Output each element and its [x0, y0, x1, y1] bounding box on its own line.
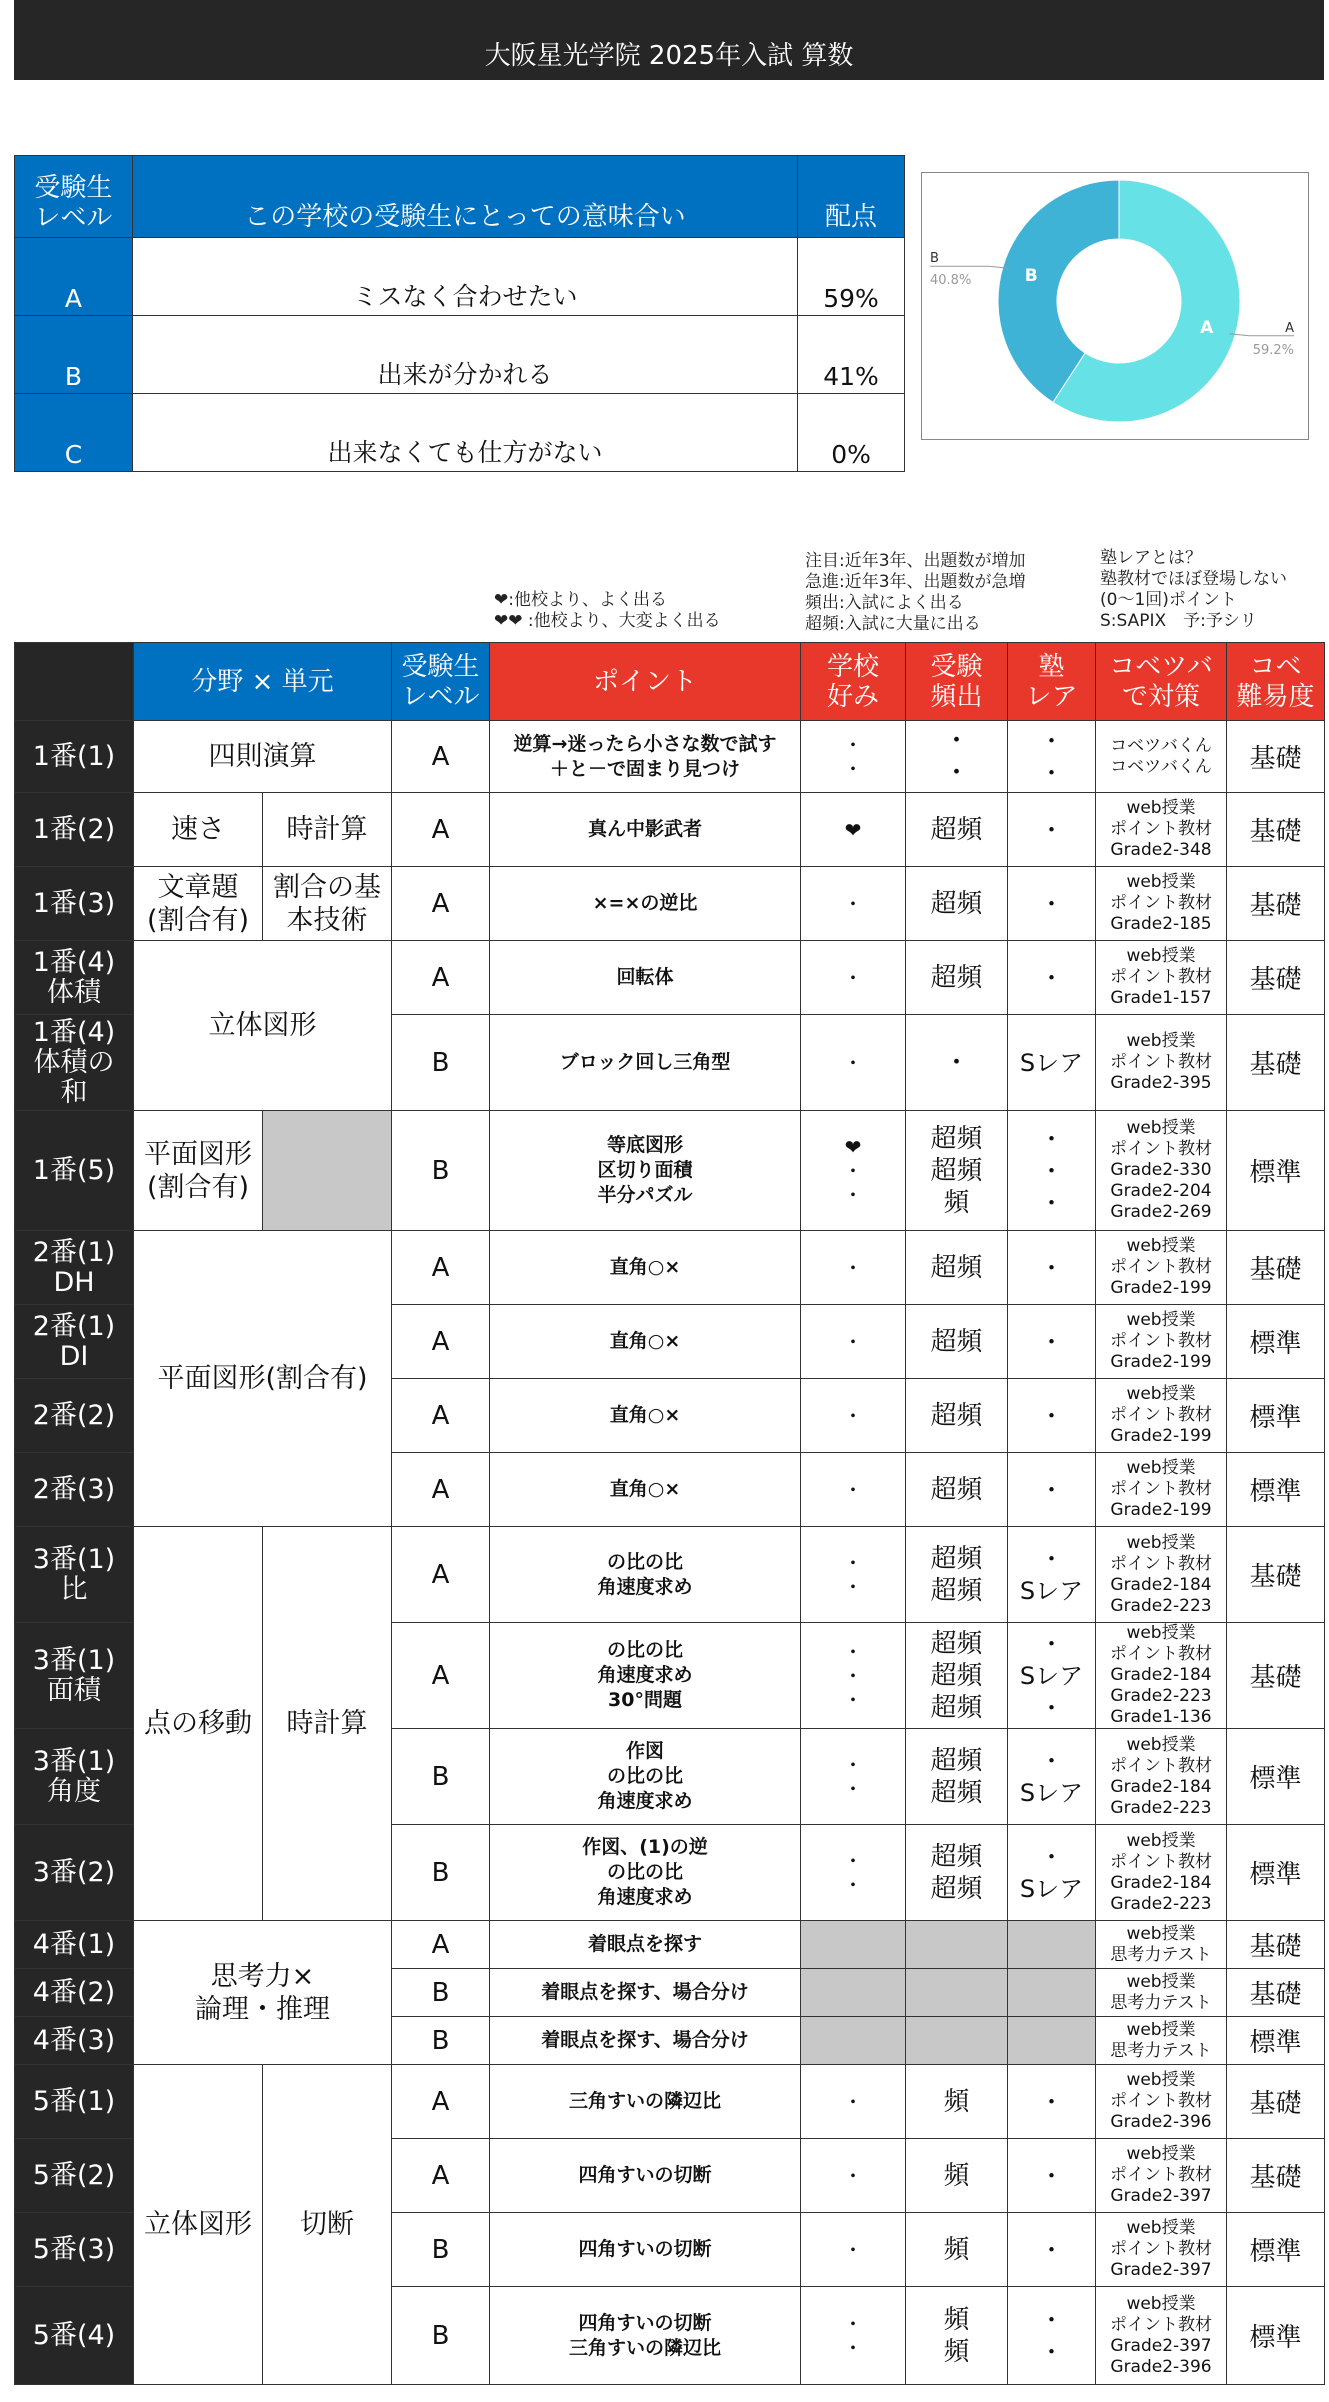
donut-callout-value: 59.2% — [1252, 342, 1294, 358]
school-preference: ・ ・ — [801, 1729, 906, 1825]
juku-rare — [1008, 1921, 1096, 1969]
school-preference: ・ — [801, 2213, 906, 2287]
question-number: 1番(1) — [15, 721, 134, 793]
exam-frequency: ・ — [906, 1015, 1008, 1111]
juku-rare: ・ — [1008, 2213, 1096, 2287]
juku-rare: ・ — [1008, 867, 1096, 941]
juku-rare: ・ — [1008, 1231, 1096, 1305]
field-name: 文章題 (割合有) — [134, 867, 263, 941]
student-level: B — [392, 1969, 490, 2017]
rare-legend: 塾レアとは？ 塾教材でほぼ登場しない (0～1回)ポイント S:SAPIX 予:予シリ — [1100, 548, 1287, 631]
student-level: A — [392, 867, 490, 941]
juku-rare — [1008, 1969, 1096, 2017]
question-number: 1番(4) 体積 — [15, 941, 134, 1015]
field-name: 平面図形 (割合有) — [134, 1111, 263, 1231]
question-number: 2番(3) — [15, 1453, 134, 1527]
exam-frequency — [906, 2017, 1008, 2065]
student-level: A — [392, 1305, 490, 1379]
donut-callout-label: B — [930, 251, 939, 267]
level-percent: 41% — [798, 316, 905, 394]
juku-rare-header: 塾 レア — [1008, 643, 1096, 721]
juku-rare: ・ — [1008, 1305, 1096, 1379]
school-preference: ・ ・ ・ — [801, 1623, 906, 1729]
kobetsuba-resource: web授業 ポイント教材 Grade2-199 — [1096, 1453, 1227, 1527]
point: 四角すいの切断 三角すいの隣辺比 — [490, 2287, 801, 2385]
question-number: 1番(5) — [15, 1111, 134, 1231]
difficulty: 標準 — [1227, 1729, 1325, 1825]
question-number: 3番(1) 面積 — [15, 1623, 134, 1729]
table-row — [15, 793, 1325, 867]
kobetsuba-resource: web授業 ポイント教材 Grade2-184 Grade2-223 — [1096, 1527, 1227, 1623]
school-preference — [801, 2017, 906, 2065]
kobetsuba-resource: web授業 ポイント教材 Grade2-185 — [1096, 867, 1227, 941]
difficulty: 基礎 — [1227, 1623, 1325, 1729]
table-row — [15, 721, 1325, 793]
field-name: 立体図形 — [134, 2065, 263, 2385]
exam-frequency: 超頻 超頻 超頻 — [906, 1623, 1008, 1729]
point: 直角○× — [490, 1453, 801, 1527]
difficulty: 基礎 — [1227, 1527, 1325, 1623]
field-header: 分野 × 単元 — [134, 643, 392, 721]
student-level: A — [392, 1231, 490, 1305]
juku-rare — [1008, 2017, 1096, 2065]
school-preference: ・ — [801, 1453, 906, 1527]
table-row — [15, 1527, 1325, 1623]
kobetsuba-resource: web授業 ポイント教材 Grade2-395 — [1096, 1015, 1227, 1111]
kobetsuba-resource: web授業 ポイント教材 Grade2-397 — [1096, 2213, 1227, 2287]
table-row — [15, 941, 1325, 1015]
kobetsuba-resource: web授業 ポイント教材 Grade2-199 — [1096, 1305, 1227, 1379]
difficulty: 基礎 — [1227, 721, 1325, 793]
school-preference: ・ — [801, 1015, 906, 1111]
point: の比の比 角速度求め 30°問題 — [490, 1623, 801, 1729]
school-preference: ・ — [801, 1379, 906, 1453]
juku-rare: ・ — [1008, 1379, 1096, 1453]
student-level: A — [392, 1623, 490, 1729]
difficulty: 標準 — [1227, 1825, 1325, 1921]
student-level: A — [392, 2139, 490, 2213]
school-preference: ❤ — [801, 793, 906, 867]
point: 直角○× — [490, 1379, 801, 1453]
exam-frequency: 頻 — [906, 2065, 1008, 2139]
field-unit: 四則演算 — [134, 721, 392, 793]
school-preference: ・ — [801, 1305, 906, 1379]
field-unit: 平面図形(割合有) — [134, 1231, 392, 1527]
student-level: A — [392, 2065, 490, 2139]
point: 直角○× — [490, 1231, 801, 1305]
exam-frequency — [906, 1921, 1008, 1969]
kobetsuba-resource: web授業 思考力テスト — [1096, 1969, 1227, 2017]
difficulty: 標準 — [1227, 2213, 1325, 2287]
school-preference: ・ — [801, 2139, 906, 2213]
level-header: 受験生 レベル — [15, 156, 133, 238]
question-number: 2番(1) DI — [15, 1305, 134, 1379]
difficulty: 標準 — [1227, 2287, 1325, 2385]
level-meaning: ミスなく合わせたい — [132, 238, 797, 316]
unit-empty — [263, 1111, 392, 1231]
school-preference: ・ ・ — [801, 721, 906, 793]
points-header: 配点 — [798, 156, 905, 238]
unit-name: 割合の基 本技術 — [263, 867, 392, 941]
kobetsuba-resource: web授業 ポイント教材 Grade1-157 — [1096, 941, 1227, 1015]
point-header: ポイント — [490, 643, 801, 721]
donut-callout-value: 40.8% — [930, 273, 972, 289]
school-preference — [801, 1921, 906, 1969]
exam-frequency: 頻 頻 — [906, 2287, 1008, 2385]
donut-callout-label: A — [1285, 320, 1294, 336]
difficulty: 標準 — [1227, 1379, 1325, 1453]
table-row — [15, 867, 1325, 941]
exam-frequency: 超頻 — [906, 867, 1008, 941]
student-level: B — [392, 2213, 490, 2287]
point: 直角○× — [490, 1305, 801, 1379]
page-title-bar — [14, 0, 1324, 80]
point: 着眼点を探す — [490, 1921, 801, 1969]
question-number: 5番(2) — [15, 2139, 134, 2213]
level-percent: 59% — [798, 238, 905, 316]
point: ×=×の逆比 — [490, 867, 801, 941]
level-code: C — [15, 394, 133, 472]
juku-rare: ・ — [1008, 941, 1096, 1015]
student-level: A — [392, 1921, 490, 1969]
kobetsuba-resource: web授業 ポイント教材 Grade2-199 — [1096, 1231, 1227, 1305]
exam-frequency — [906, 1969, 1008, 2017]
juku-rare: ・ Sレア — [1008, 1825, 1096, 1921]
kobetsuba-resource: コベツバくん コベツバくん — [1096, 721, 1227, 793]
exam-frequency: 超頻 — [906, 1379, 1008, 1453]
table-row — [15, 1111, 1325, 1231]
school-preference: ・ — [801, 867, 906, 941]
juku-rare: ・ ・ — [1008, 2287, 1096, 2385]
question-number: 5番(4) — [15, 2287, 134, 2385]
field-name: 速さ — [134, 793, 263, 867]
student-level: A — [392, 1527, 490, 1623]
school-preference: ・ — [801, 2065, 906, 2139]
point: 四角すいの切断 — [490, 2213, 801, 2287]
school-preference: ・ — [801, 941, 906, 1015]
exam-frequency: ・ ・ — [906, 721, 1008, 793]
donut-slice-label: B — [1024, 265, 1038, 286]
juku-rare: ・ — [1008, 793, 1096, 867]
juku-rare: ・ Sレア ・ — [1008, 1623, 1096, 1729]
point: 三角すいの隣辺比 — [490, 2065, 801, 2139]
point: 着眼点を探す、場合分け — [490, 1969, 801, 2017]
number-header — [15, 643, 134, 721]
exam-frequency: 超頻 — [906, 1305, 1008, 1379]
point: 作図 の比の比 角速度求め — [490, 1729, 801, 1825]
kobetsuba-resource: web授業 ポイント教材 Grade2-348 — [1096, 793, 1227, 867]
difficulty: 基礎 — [1227, 867, 1325, 941]
page-title: 大阪星光学院 2025年入試 算数 — [484, 41, 854, 71]
field-unit: 立体図形 — [134, 941, 392, 1111]
school-preference: ・ ・ — [801, 2287, 906, 2385]
question-analysis-table — [14, 642, 1325, 2385]
field-unit: 思考力× 論理・推理 — [134, 1921, 392, 2065]
student-level: B — [392, 2287, 490, 2385]
exam-frequency: 頻 — [906, 2213, 1008, 2287]
donut-callout-line — [930, 266, 1009, 268]
unit-name: 時計算 — [263, 793, 392, 867]
level-percent: 0% — [798, 394, 905, 472]
level-meaning: 出来が分かれる — [132, 316, 797, 394]
exam-frequency: 頻 — [906, 2139, 1008, 2213]
unit-name: 時計算 — [263, 1527, 392, 1921]
level-header: 受験生 レベル — [392, 643, 490, 721]
difficulty-header: コベ 難易度 — [1227, 643, 1325, 721]
donut-slice-label: A — [1200, 318, 1214, 339]
student-level: B — [392, 1111, 490, 1231]
question-number: 1番(2) — [15, 793, 134, 867]
level-donut-chart — [921, 172, 1309, 440]
juku-rare: ・ — [1008, 2139, 1096, 2213]
difficulty: 基礎 — [1227, 2139, 1325, 2213]
kobetsuba-resource: web授業 ポイント教材 Grade2-184 Grade2-223 — [1096, 1825, 1227, 1921]
exam-frequency: 超頻 超頻 頻 — [906, 1111, 1008, 1231]
difficulty: 基礎 — [1227, 2065, 1325, 2139]
difficulty: 標準 — [1227, 1453, 1325, 1527]
exam-freq-header: 受験 頻出 — [906, 643, 1008, 721]
student-level: A — [392, 941, 490, 1015]
question-number: 1番(4) 体積の 和 — [15, 1015, 134, 1111]
exam-frequency: 超頻 超頻 — [906, 1729, 1008, 1825]
point: 着眼点を探す、場合分け — [490, 2017, 801, 2065]
juku-rare: ・ — [1008, 2065, 1096, 2139]
table-row — [15, 1921, 1325, 1969]
school-preference: ・ ・ — [801, 1527, 906, 1623]
question-number: 4番(3) — [15, 2017, 134, 2065]
school-preference: ・ — [801, 1231, 906, 1305]
student-level: A — [392, 721, 490, 793]
kobetsuba-resource: web授業 ポイント教材 Grade2-397 — [1096, 2139, 1227, 2213]
point: 真ん中影武者 — [490, 793, 801, 867]
exam-frequency: 超頻 — [906, 1453, 1008, 1527]
difficulty: 基礎 — [1227, 1231, 1325, 1305]
question-number: 1番(3) — [15, 867, 134, 941]
point: ブロック回し三角型 — [490, 1015, 801, 1111]
kobetsuba-resource: web授業 ポイント教材 Grade2-330 Grade2-204 Grade2-269 — [1096, 1111, 1227, 1231]
difficulty: 標準 — [1227, 1305, 1325, 1379]
student-level: B — [392, 1729, 490, 1825]
meaning-header: この学校の受験生にとっての意味合い — [132, 156, 797, 238]
point: 等底図形 区切り面積 半分パズル — [490, 1111, 801, 1231]
school-pref-header: 学校 好み — [801, 643, 906, 721]
school-preference: ・ ・ — [801, 1825, 906, 1921]
exam-frequency: 超頻 — [906, 1231, 1008, 1305]
point: の比の比 角速度求め — [490, 1527, 801, 1623]
difficulty: 基礎 — [1227, 1969, 1325, 2017]
question-number: 4番(1) — [15, 1921, 134, 1969]
heart-legend: ❤:他校より、よく出る ❤❤ :他校より、大変よく出る — [494, 590, 721, 631]
kobetsuba-resource: web授業 ポイント教材 Grade2-397 Grade2-396 — [1096, 2287, 1227, 2385]
student-level: B — [392, 1825, 490, 1921]
point: 作図、(1)の逆 の比の比 角速度求め — [490, 1825, 801, 1921]
unit-name: 切断 — [263, 2065, 392, 2385]
difficulty: 基礎 — [1227, 1921, 1325, 1969]
student-level: A — [392, 1379, 490, 1453]
point: 回転体 — [490, 941, 801, 1015]
juku-rare: ・ ・ — [1008, 721, 1096, 793]
difficulty: 基礎 — [1227, 1015, 1325, 1111]
student-level: B — [392, 1015, 490, 1111]
question-number: 2番(1) DH — [15, 1231, 134, 1305]
student-level: B — [392, 2017, 490, 2065]
question-number: 3番(2) — [15, 1825, 134, 1921]
student-level: A — [392, 1453, 490, 1527]
level-meaning: 出来なくても仕方がない — [132, 394, 797, 472]
exam-frequency: 超頻 — [906, 941, 1008, 1015]
juku-rare: Sレア — [1008, 1015, 1096, 1111]
kobetsuba-resource: web授業 ポイント教材 Grade2-184 Grade2-223 Grade1-136 — [1096, 1623, 1227, 1729]
field-name: 点の移動 — [134, 1527, 263, 1921]
student-level: A — [392, 793, 490, 867]
kobetsuba-resource: web授業 ポイント教材 Grade2-396 — [1096, 2065, 1227, 2139]
juku-rare: ・ Sレア — [1008, 1527, 1096, 1623]
level-table — [14, 155, 905, 472]
kobetsuba-resource: web授業 ポイント教材 Grade2-184 Grade2-223 — [1096, 1729, 1227, 1825]
point: 逆算→迷ったら小さな数で試す ＋と－で固まり見つけ — [490, 721, 801, 793]
level-code: A — [15, 238, 133, 316]
question-number: 3番(1) 比 — [15, 1527, 134, 1623]
exam-frequency: 超頻 超頻 — [906, 1825, 1008, 1921]
table-row — [15, 2065, 1325, 2139]
exam-frequency: 超頻 — [906, 793, 1008, 867]
question-number: 4番(2) — [15, 1969, 134, 2017]
juku-rare: ・ — [1008, 1453, 1096, 1527]
difficulty: 基礎 — [1227, 793, 1325, 867]
school-preference: ❤ ・ ・ — [801, 1111, 906, 1231]
question-number: 5番(1) — [15, 2065, 134, 2139]
exam-frequency: 超頻 超頻 — [906, 1527, 1008, 1623]
point: 四角すいの切断 — [490, 2139, 801, 2213]
question-number: 2番(2) — [15, 1379, 134, 1453]
table-row — [15, 1231, 1325, 1305]
juku-rare: ・ Sレア — [1008, 1729, 1096, 1825]
kobetsuba-resource: web授業 思考力テスト — [1096, 1921, 1227, 1969]
kobetsuba-resource: web授業 ポイント教材 Grade2-199 — [1096, 1379, 1227, 1453]
juku-rare: ・ ・ ・ — [1008, 1111, 1096, 1231]
question-number: 5番(3) — [15, 2213, 134, 2287]
level-code: B — [15, 316, 133, 394]
difficulty: 基礎 — [1227, 941, 1325, 1015]
frequency-legend: 注目:近年3年、出題数が増加 急進:近年3年、出題数が急増 頻出:入試によく出る 超頻:入試に大量に出る — [805, 551, 1026, 634]
difficulty: 標準 — [1227, 1111, 1325, 1231]
difficulty: 標準 — [1227, 2017, 1325, 2065]
kobetsuba-resource: web授業 思考力テスト — [1096, 2017, 1227, 2065]
school-preference — [801, 1969, 906, 2017]
donut-svg — [922, 173, 1308, 439]
kobetsuba-header: コベツバ で対策 — [1096, 643, 1227, 721]
question-number: 3番(1) 角度 — [15, 1729, 134, 1825]
